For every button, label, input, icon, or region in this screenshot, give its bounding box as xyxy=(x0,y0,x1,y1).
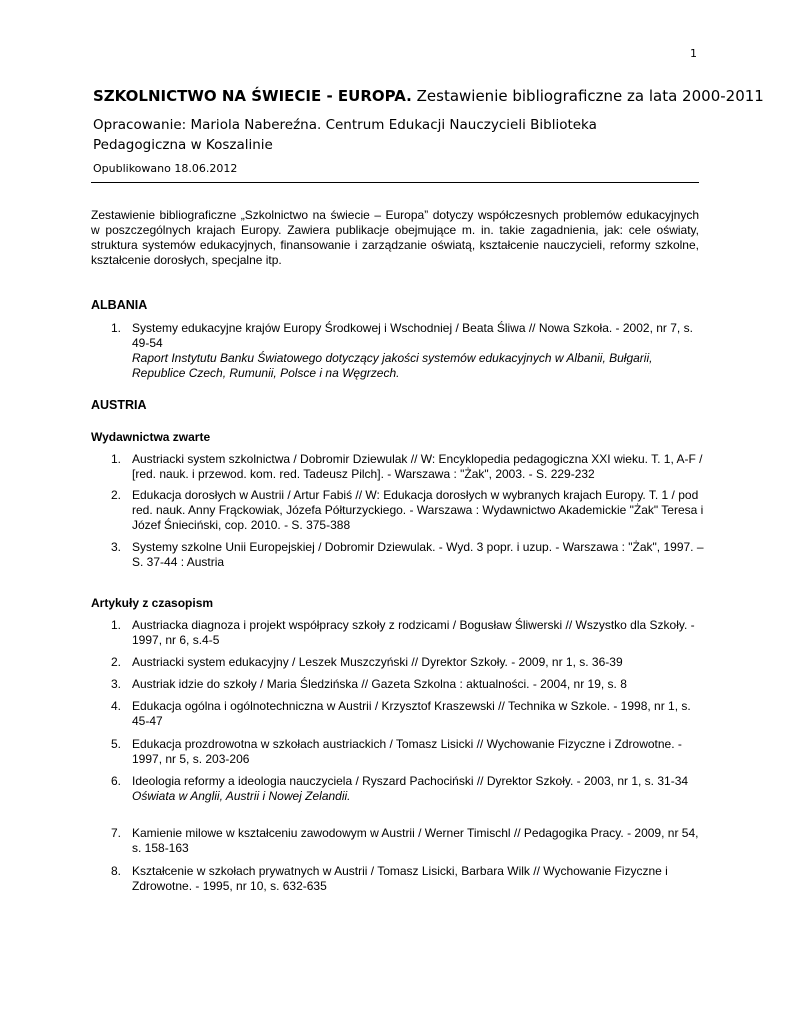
item-number: 7. xyxy=(111,826,122,840)
list-item xyxy=(111,826,706,856)
list-item xyxy=(111,864,706,894)
item-number: 1. xyxy=(111,452,122,466)
list-item xyxy=(111,452,706,482)
header-divider xyxy=(91,182,699,183)
item-number: 8. xyxy=(111,864,122,878)
item-text: Edukacja ogólna i ogólnotechniczna w Austrii / Krzysztof Kraszewski // Technika w Szkole. - 1998, nr 1, s. 45-47 xyxy=(132,699,691,728)
list-item xyxy=(111,737,706,767)
published-date: Opublikowano 18.06.2012 xyxy=(93,162,238,175)
item-number: 3. xyxy=(111,540,122,554)
item-text: Edukacja dorosłych w Austrii / Artur Fabiś // W: Edukacja dorosłych w wybranych krajach Europy. T. 1 / pod red. nauk. Anny Frąckowiak, Józefa Półturzyckiego. - Warszawa : Wydawnictwo Akademickie "Żak" Teresa i Józef Śnieciński, cop. 2010. - S. 375-388 xyxy=(132,488,704,532)
item-text: Systemy edukacyjne krajów Europy Środkowej i Wschodniej / Beata Śliwa // Nowa Szkoła. - 2002, nr 7, s. 49-54 xyxy=(132,321,693,350)
item-text: Systemy szkolne Unii Europejskiej / Dobromir Dziewulak. - Wyd. 3 popr. i uzup. - Warszawa : "Żak", 1997. – S. 37-44 : Austria xyxy=(132,540,704,569)
compiled-by: Opracowanie: Mariola Nabereźna. Centrum Edukacji Nauczycieli Biblioteka Pedagogiczna w Koszalinie xyxy=(93,117,597,153)
list-item xyxy=(111,321,706,381)
section-heading-austria: AUSTRIA xyxy=(91,398,147,412)
item-text: Ideologia reformy a ideologia nauczyciela / Ryszard Pachociński // Dyrektor Szkoły. - 2003, nr 1, s. 31-34 xyxy=(132,774,689,788)
intro-paragraph: Zestawienie bibliograficzne „Szkolnictwo na świecie – Europa” dotyczy współczesnych problemów edukacyjnych w poszczególnych krajach Europy. Zawiera publikacje obejmujące m. in. takie zagadnienia, jak: cele oświaty, struktura systemów edukacyjnych, finansowanie i zarządzanie oświatą, kształcenie nauczycieli, reformy szkolne, kształcenie dorosłych, specjalne itp. xyxy=(91,208,699,267)
list-item xyxy=(111,488,706,533)
item-text: Kształcenie w szkołach prywatnych w Austrii / Tomasz Lisicki, Barbara Wilk // Wychowanie Fizyczne i Zdrowotne. - 1995, nr 10, s. 632-635 xyxy=(132,864,668,893)
title-main: SZKOLNICTWO NA ŚWIECIE - EUROPA. xyxy=(93,87,412,105)
title-subtitle: Zestawienie bibliograficzne za lata 2000-2011 xyxy=(416,87,764,105)
list-item xyxy=(111,540,706,570)
list-item xyxy=(111,618,706,648)
item-text: Austriacki system szkolnictwa / Dobromir Dziewulak // W: Encyklopedia pedagogiczna XXI wieku. T. 1, A-F / [red. nauk. i przewod. kom. red. Tadeusz Pilch]. - Warszawa : "Żak", 2003. - S. 229-232 xyxy=(132,452,703,481)
item-text: Austriacka diagnoza i projekt współpracy szkoły z rodzicami / Bogusław Śliwerski // Wszystko dla Szkoły. - 1997, nr 6, s.4-5 xyxy=(132,618,695,647)
subsection-heading-articles: Artykuły z czasopism xyxy=(91,596,214,610)
item-text: Kamienie milowe w kształceniu zawodowym w Austrii / Werner Timischl // Pedagogika Pracy. - 2009, nr 54, s. 158-163 xyxy=(132,826,699,855)
subsection-heading-books: Wydawnictwa zwarte xyxy=(91,430,211,444)
document-title xyxy=(93,86,764,106)
item-note: Raport Instytutu Banku Światowego dotyczący jakości systemów edukacyjnych w Albanii, Bułgarii, Republice Czech, Rumunii, Polsce i na Węgrzech. xyxy=(132,351,653,380)
item-number: 4. xyxy=(111,699,122,713)
list-item xyxy=(111,699,706,729)
page-number: 1 xyxy=(690,47,697,60)
item-number: 5. xyxy=(111,737,122,751)
item-number: 1. xyxy=(111,321,122,335)
item-text: Edukacja prozdrowotna w szkołach austriackich / Tomasz Lisicki // Wychowanie Fizyczne i Zdrowotne. - 1997, nr 5, s. 203-206 xyxy=(132,737,682,766)
item-number: 2. xyxy=(111,488,122,502)
section-heading-albania: ALBANIA xyxy=(91,298,148,312)
item-text: Austriacki system edukacyjny / Leszek Muszczyński // Dyrektor Szkoły. - 2009, nr 1, s. 36-39 xyxy=(132,655,623,669)
item-number: 6. xyxy=(111,774,122,788)
list-item xyxy=(111,655,706,670)
item-text: Austriak idzie do szkoły / Maria Śledzińska // Gazeta Szkolna : aktualności. - 2004, nr 19, s. 8 xyxy=(132,677,627,691)
item-number: 2. xyxy=(111,655,122,669)
item-number: 3. xyxy=(111,677,122,691)
item-number: 1. xyxy=(111,618,122,632)
item-note: Oświata w Anglii, Austrii i Nowej Zelandii. xyxy=(132,789,351,803)
list-item xyxy=(111,677,706,692)
list-item xyxy=(111,774,706,804)
